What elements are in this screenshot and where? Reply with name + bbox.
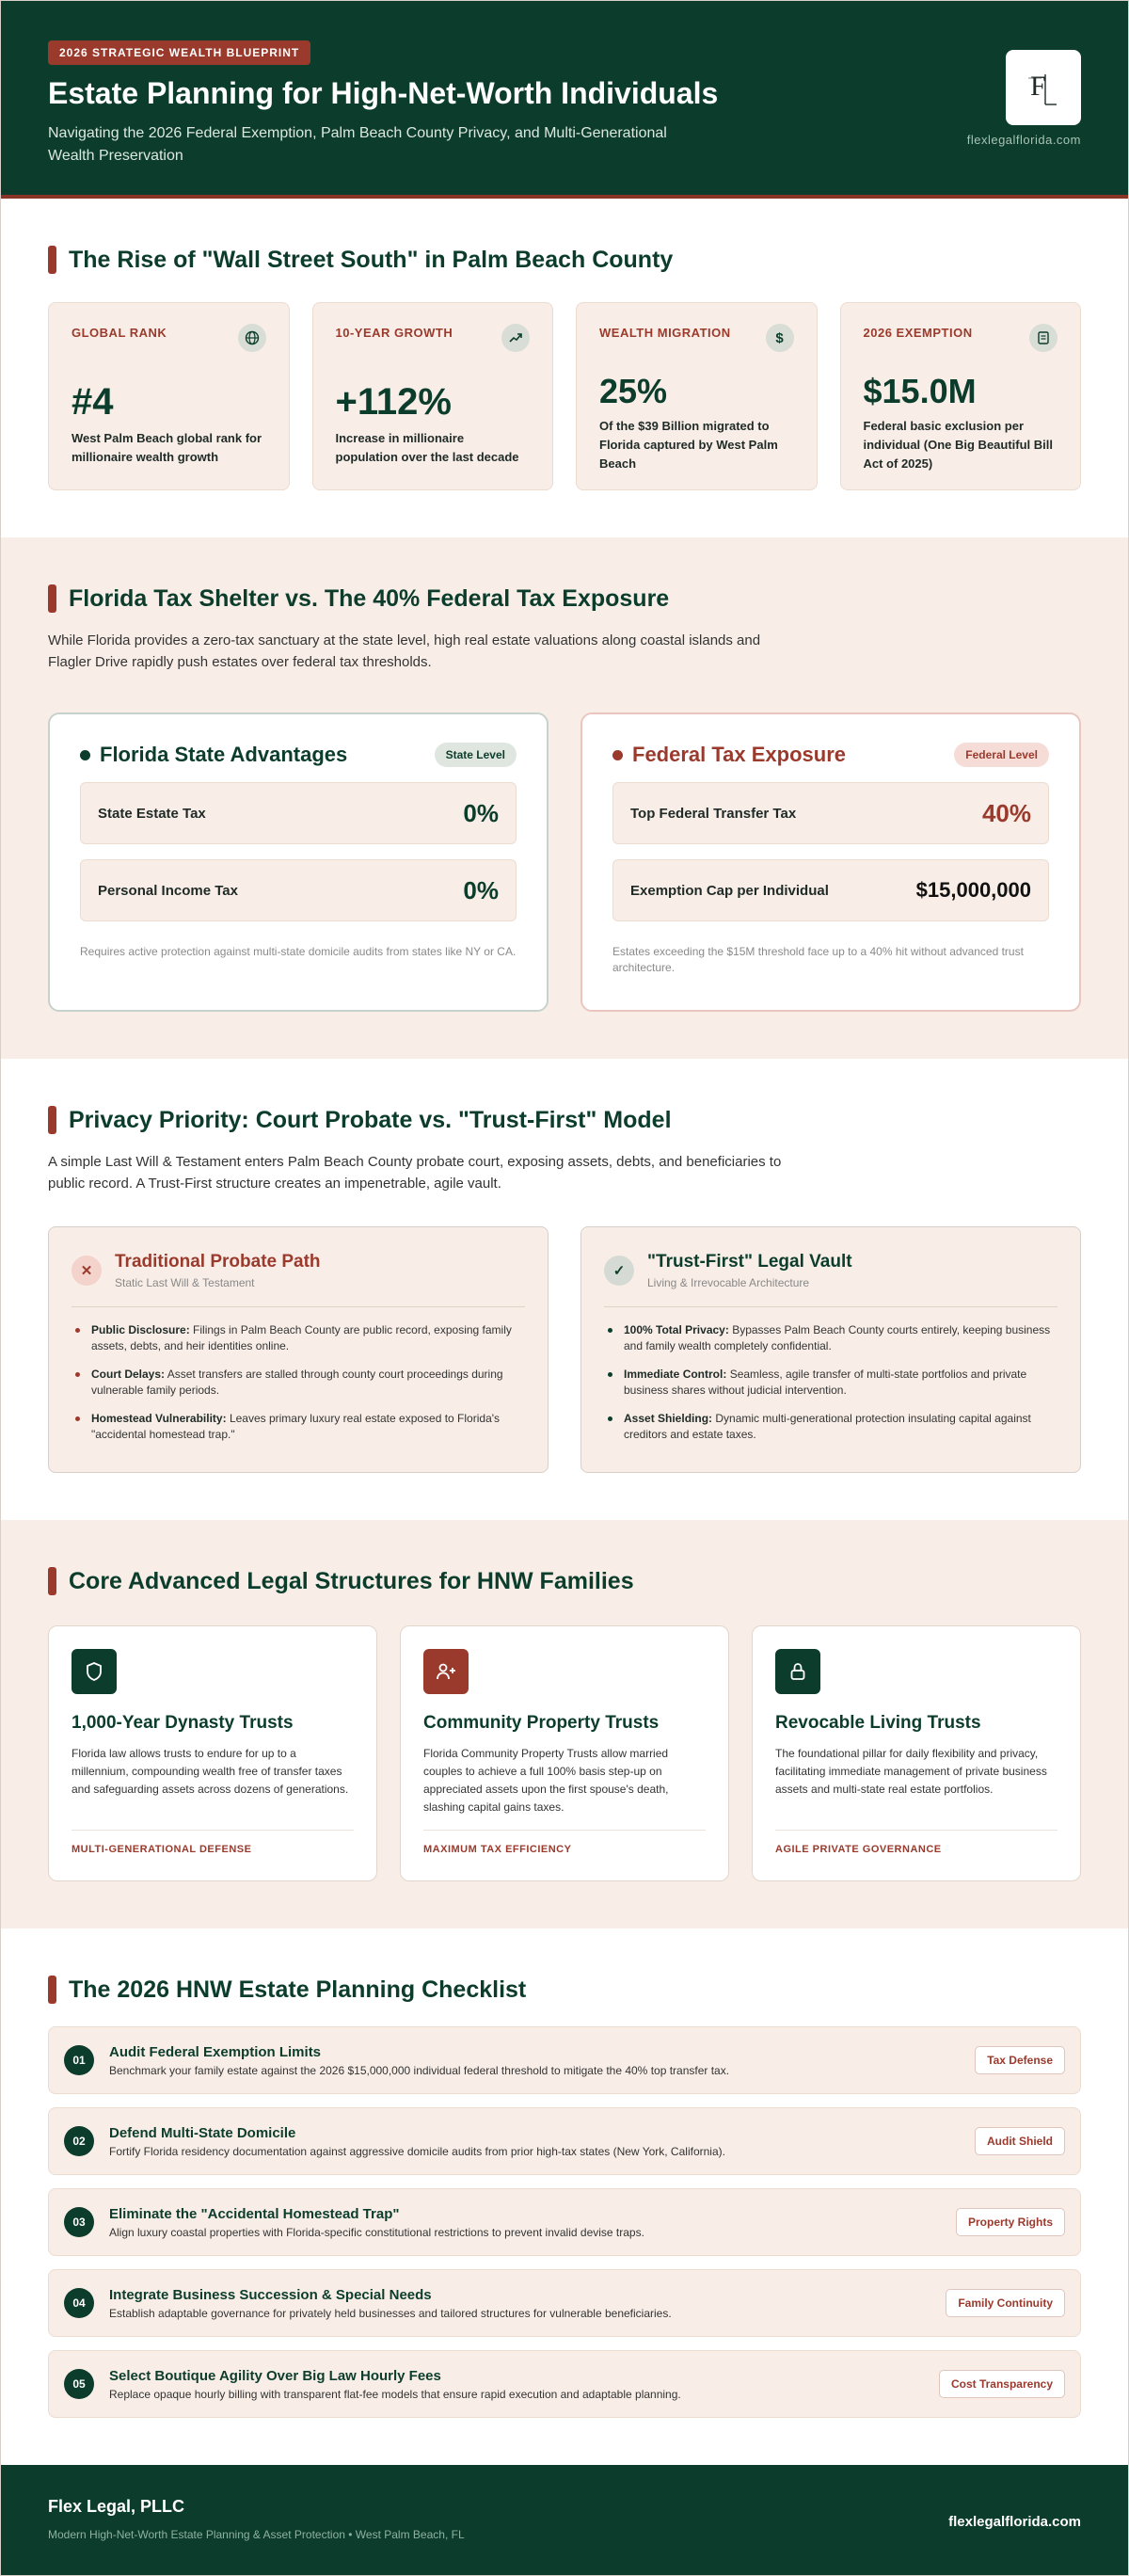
panel-title-text: Florida State Advantages — [100, 743, 348, 766]
card-title: "Trust-First" Legal Vault — [647, 1252, 852, 1272]
section-title-text: The Rise of "Wall Street South" in Palm Beach County — [69, 246, 674, 273]
probate-comparison — [48, 1226, 1081, 1473]
list-item — [72, 1367, 525, 1399]
card-description: Florida law allows trusts to endure for up to a millennium, compounding wealth free of transfer taxes and safeguarding assets across dozens of generations. — [72, 1747, 349, 1796]
step-number: 05 — [64, 2369, 94, 2399]
dollar-icon: $ — [766, 324, 794, 352]
panel-note: Estates exceeding the $15M threshold face up to a 40% hit without advanced trust architecture. — [612, 945, 1024, 974]
structure-card-revocable — [752, 1625, 1081, 1881]
step-number: 04 — [64, 2288, 94, 2318]
section-title — [48, 1976, 1081, 2004]
stat-label: 2026 EXEMPTION — [863, 326, 973, 340]
footer-url[interactable]: flexlegalflorida.com — [948, 2514, 1081, 2530]
tax-row-value: $15,000,000 — [915, 878, 1031, 902]
bullet-text: Bypasses Palm Beach County courts entirely, keeping business and family wealth completely confidential. — [624, 1323, 1051, 1352]
state-level-badge: State Level — [435, 743, 517, 767]
item-tag: Family Continuity — [946, 2289, 1065, 2317]
checklist-item — [48, 2026, 1081, 2094]
item-title: Defend Multi-State Domicile — [109, 2124, 296, 2141]
stat-label: 10-YEAR GROWTH — [335, 326, 453, 340]
stats-grid — [48, 302, 1081, 490]
tax-row-value: 0% — [463, 875, 499, 904]
privacy-section — [1, 1059, 1128, 1520]
bullet-list — [72, 1322, 525, 1443]
item-description: Replace opaque hourly billing with transparent flat-fee models that ensure rapid execution and adaptable planning. — [109, 2387, 681, 2401]
section-title-text: Privacy Priority: Court Probate vs. "Trust-First" Model — [69, 1106, 672, 1133]
tax-row — [80, 782, 517, 844]
tax-row — [612, 859, 1049, 921]
header — [1, 1, 1128, 199]
item-description: Establish adaptable governance for privately held businesses and tailored structures for vulnerable beneficiaries. — [109, 2306, 672, 2320]
page-title: Estate Planning for High-Net-Worth Individuals — [48, 76, 719, 110]
section-description: While Florida provides a zero-tax sanctuary at the state level, high real estate valuations along coastal islands and Flagler Drive rapidly push estates over federal tax thresholds. — [48, 632, 761, 670]
bullet-text: Dynamic multi-generational protection insulating capital against creditors and estate taxes. — [624, 1412, 1031, 1441]
bullet-heading: Public Disclosure: — [91, 1323, 190, 1336]
checklist — [48, 2026, 1081, 2418]
bullet-dot-icon — [608, 1372, 612, 1377]
bullet-heading: Homestead Vulnerability: — [91, 1412, 227, 1425]
panel-title — [80, 743, 347, 767]
header-badge: 2026 STRATEGIC WEALTH BLUEPRINT — [48, 40, 310, 65]
trend-up-icon — [501, 324, 530, 352]
panel-header — [612, 743, 1049, 767]
section-title-text: The 2026 HNW Estate Planning Checklist — [69, 1976, 527, 2003]
list-item — [604, 1367, 1057, 1399]
panel-header — [80, 743, 517, 767]
tax-row-label: Top Federal Transfer Tax — [630, 805, 797, 822]
tax-section — [1, 537, 1128, 1059]
card-tag: AGILE PRIVATE GOVERNANCE — [775, 1830, 1057, 1855]
tax-row-label: State Estate Tax — [98, 805, 206, 822]
federal-level-badge: Federal Level — [954, 743, 1049, 767]
card-tag: MAXIMUM TAX EFFICIENCY — [423, 1830, 706, 1855]
item-tag: Cost Transparency — [939, 2370, 1065, 2398]
card-description: The foundational pillar for daily flexibility and privacy, facilitating immediate management of private business assets and multi-state real estate portfolios. — [775, 1747, 1047, 1796]
bullet-dot-icon — [75, 1372, 80, 1377]
lock-icon — [775, 1649, 820, 1694]
bullet-text: Asset transfers are stalled through county court proceedings during vulnerable family periods. — [91, 1368, 503, 1397]
card-subtitle: Living & Irrevocable Architecture — [647, 1276, 810, 1289]
card-tag: MULTI-GENERATIONAL DEFENSE — [72, 1830, 354, 1855]
stat-card-global-rank — [48, 302, 290, 490]
section-title-accent — [48, 1976, 56, 2004]
item-tag: Tax Defense — [975, 2046, 1065, 2074]
checklist-item — [48, 2188, 1081, 2256]
item-tag: Property Rights — [956, 2208, 1065, 2236]
stat-card-exemption — [840, 302, 1082, 490]
panel-title-text: Federal Tax Exposure — [632, 743, 847, 766]
section-title — [48, 1567, 1081, 1595]
stat-value: 25% — [599, 372, 668, 410]
footer — [1, 2465, 1128, 2575]
card-header — [72, 1252, 525, 1307]
bullet-heading: 100% Total Privacy: — [624, 1323, 729, 1336]
tax-row-value: 40% — [981, 798, 1031, 827]
section-title-accent — [48, 584, 56, 613]
item-title: Audit Federal Exemption Limits — [109, 2043, 322, 2060]
bullet-heading: Court Delays: — [91, 1368, 166, 1381]
status-dot-icon — [80, 750, 90, 760]
list-item — [604, 1322, 1057, 1354]
bullet-dot-icon — [75, 1416, 80, 1421]
stat-value: $15.0M — [863, 372, 977, 410]
panel-title — [612, 743, 846, 767]
structures-grid — [48, 1625, 1081, 1881]
structure-card-community — [400, 1625, 729, 1881]
stat-description: Federal basic exclusion per individual (One Big Beautiful Bill Act of 2025) — [863, 419, 1054, 471]
card-title: Revocable Living Trusts — [775, 1713, 981, 1733]
checklist-item — [48, 2350, 1081, 2418]
stat-card-growth — [312, 302, 554, 490]
tax-row — [80, 859, 517, 921]
tax-row-label: Exemption Cap per Individual — [630, 882, 829, 899]
panel-note: Requires active protection against multi-state domicile audits from states like NY or CA. — [80, 945, 517, 958]
step-number: 03 — [64, 2207, 94, 2237]
stat-description: Increase in millionaire population over the last decade — [335, 431, 519, 464]
globe-icon — [238, 324, 266, 352]
footer-firm-name: Flex Legal, PLLC — [48, 2497, 185, 2516]
section-description: A simple Last Will & Testament enters Palm Beach County probate court, exposing assets, debts, and beneficiaries to public record. A Trust-First structure creates an impenetrable, agile vault. — [48, 1154, 782, 1192]
item-description: Benchmark your family estate against the 2026 $15,000,000 individual federal threshold to mitigate the 40% top transfer tax. — [109, 2063, 730, 2077]
list-item — [72, 1411, 525, 1443]
bullet-heading: Asset Shielding: — [624, 1412, 713, 1425]
section-title-accent — [48, 1106, 56, 1134]
document-icon — [1029, 324, 1057, 352]
page-subtitle: Navigating the 2026 Federal Exemption, Palm Beach County Privacy, and Multi-Generational Wealth Preservation — [48, 125, 667, 164]
section-title-text: Florida Tax Shelter vs. The 40% Federal Tax Exposure — [69, 584, 670, 612]
state-advantages-panel — [48, 712, 549, 1012]
list-item — [72, 1322, 525, 1354]
card-title: Traditional Probate Path — [115, 1252, 321, 1272]
checklist-item — [48, 2269, 1081, 2337]
structures-section — [1, 1520, 1128, 1928]
fl-monogram-icon — [1023, 63, 1064, 112]
section-title — [48, 584, 1081, 613]
close-icon: ✕ — [72, 1256, 102, 1286]
tax-row-value: 0% — [463, 798, 499, 827]
stat-label: WEALTH MIGRATION — [599, 326, 731, 340]
bullet-text: Seamless, agile transfer of multi-state portfolios and private business shares without judicial intervention. — [624, 1368, 1027, 1397]
checkmark-icon: ✓ — [604, 1256, 634, 1286]
trust-card — [580, 1226, 1081, 1473]
checklist-item — [48, 2107, 1081, 2175]
item-description: Fortify Florida residency documentation against aggressive domicile audits from prior high-tax states (New York, California). — [109, 2144, 725, 2158]
stat-value: +112% — [335, 381, 452, 423]
tax-row — [612, 782, 1049, 844]
section-title — [48, 1106, 1081, 1134]
rise-section — [1, 199, 1128, 537]
step-number: 01 — [64, 2045, 94, 2075]
section-title-text: Core Advanced Legal Structures for HNW Families — [69, 1567, 634, 1594]
structure-card-dynasty — [48, 1625, 377, 1881]
stat-value: #4 — [72, 381, 114, 423]
card-title: 1,000-Year Dynasty Trusts — [72, 1713, 294, 1733]
card-header — [604, 1252, 1057, 1307]
card-subtitle: Static Last Will & Testament — [115, 1276, 255, 1289]
svg-text:F: F — [1030, 71, 1046, 102]
card-title: Community Property Trusts — [423, 1713, 660, 1733]
probate-card — [48, 1226, 549, 1473]
status-dot-icon — [612, 750, 623, 760]
bullet-dot-icon — [608, 1328, 612, 1333]
shield-icon — [72, 1649, 117, 1694]
brand-logo — [1006, 50, 1081, 125]
footer-tagline: Modern High-Net-Worth Estate Planning & Asset Protection • West Palm Beach, FL — [48, 2528, 465, 2541]
bullet-heading: Immediate Control: — [624, 1368, 727, 1381]
bullet-text: Leaves primary luxury real estate exposed to Florida's "accidental homestead trap." — [91, 1412, 501, 1441]
section-title-accent — [48, 1567, 56, 1595]
item-description: Align luxury coastal properties with Florida-specific constitutional restrictions to prevent invalid devise traps. — [109, 2225, 644, 2239]
bullet-text: Filings in Palm Beach County are public record, exposing family assets, debts, and heir identities online. — [91, 1323, 512, 1352]
section-title-accent — [48, 246, 56, 274]
tax-row-label: Personal Income Tax — [98, 882, 238, 899]
item-tag: Audit Shield — [975, 2127, 1065, 2155]
checklist-section — [1, 1928, 1128, 2465]
item-title: Integrate Business Succession & Special Needs — [109, 2286, 432, 2303]
tax-comparison — [48, 712, 1081, 1012]
bullet-dot-icon — [608, 1416, 612, 1421]
stat-card-migration — [576, 302, 818, 490]
section-title — [48, 246, 1081, 274]
federal-exposure-panel — [580, 712, 1081, 1012]
card-description: Florida Community Property Trusts allow married couples to achieve a full 100% basis step-up on appreciated assets upon the first spouse's death, slashing capital gains taxes. — [423, 1747, 669, 1814]
stat-description: West Palm Beach global rank for millionaire wealth growth — [72, 431, 262, 464]
stat-description: Of the $39 Billion migrated to Florida captured by West Palm Beach — [599, 419, 778, 471]
step-number: 02 — [64, 2126, 94, 2156]
bullet-list — [604, 1322, 1057, 1443]
stat-label: GLOBAL RANK — [72, 326, 167, 340]
header-url[interactable]: flexlegalflorida.com — [966, 133, 1081, 147]
user-plus-icon — [423, 1649, 469, 1694]
item-title: Select Boutique Agility Over Big Law Hourly Fees — [109, 2367, 441, 2384]
bullet-dot-icon — [75, 1328, 80, 1333]
item-title: Eliminate the "Accidental Homestead Trap" — [109, 2205, 400, 2222]
list-item — [604, 1411, 1057, 1443]
